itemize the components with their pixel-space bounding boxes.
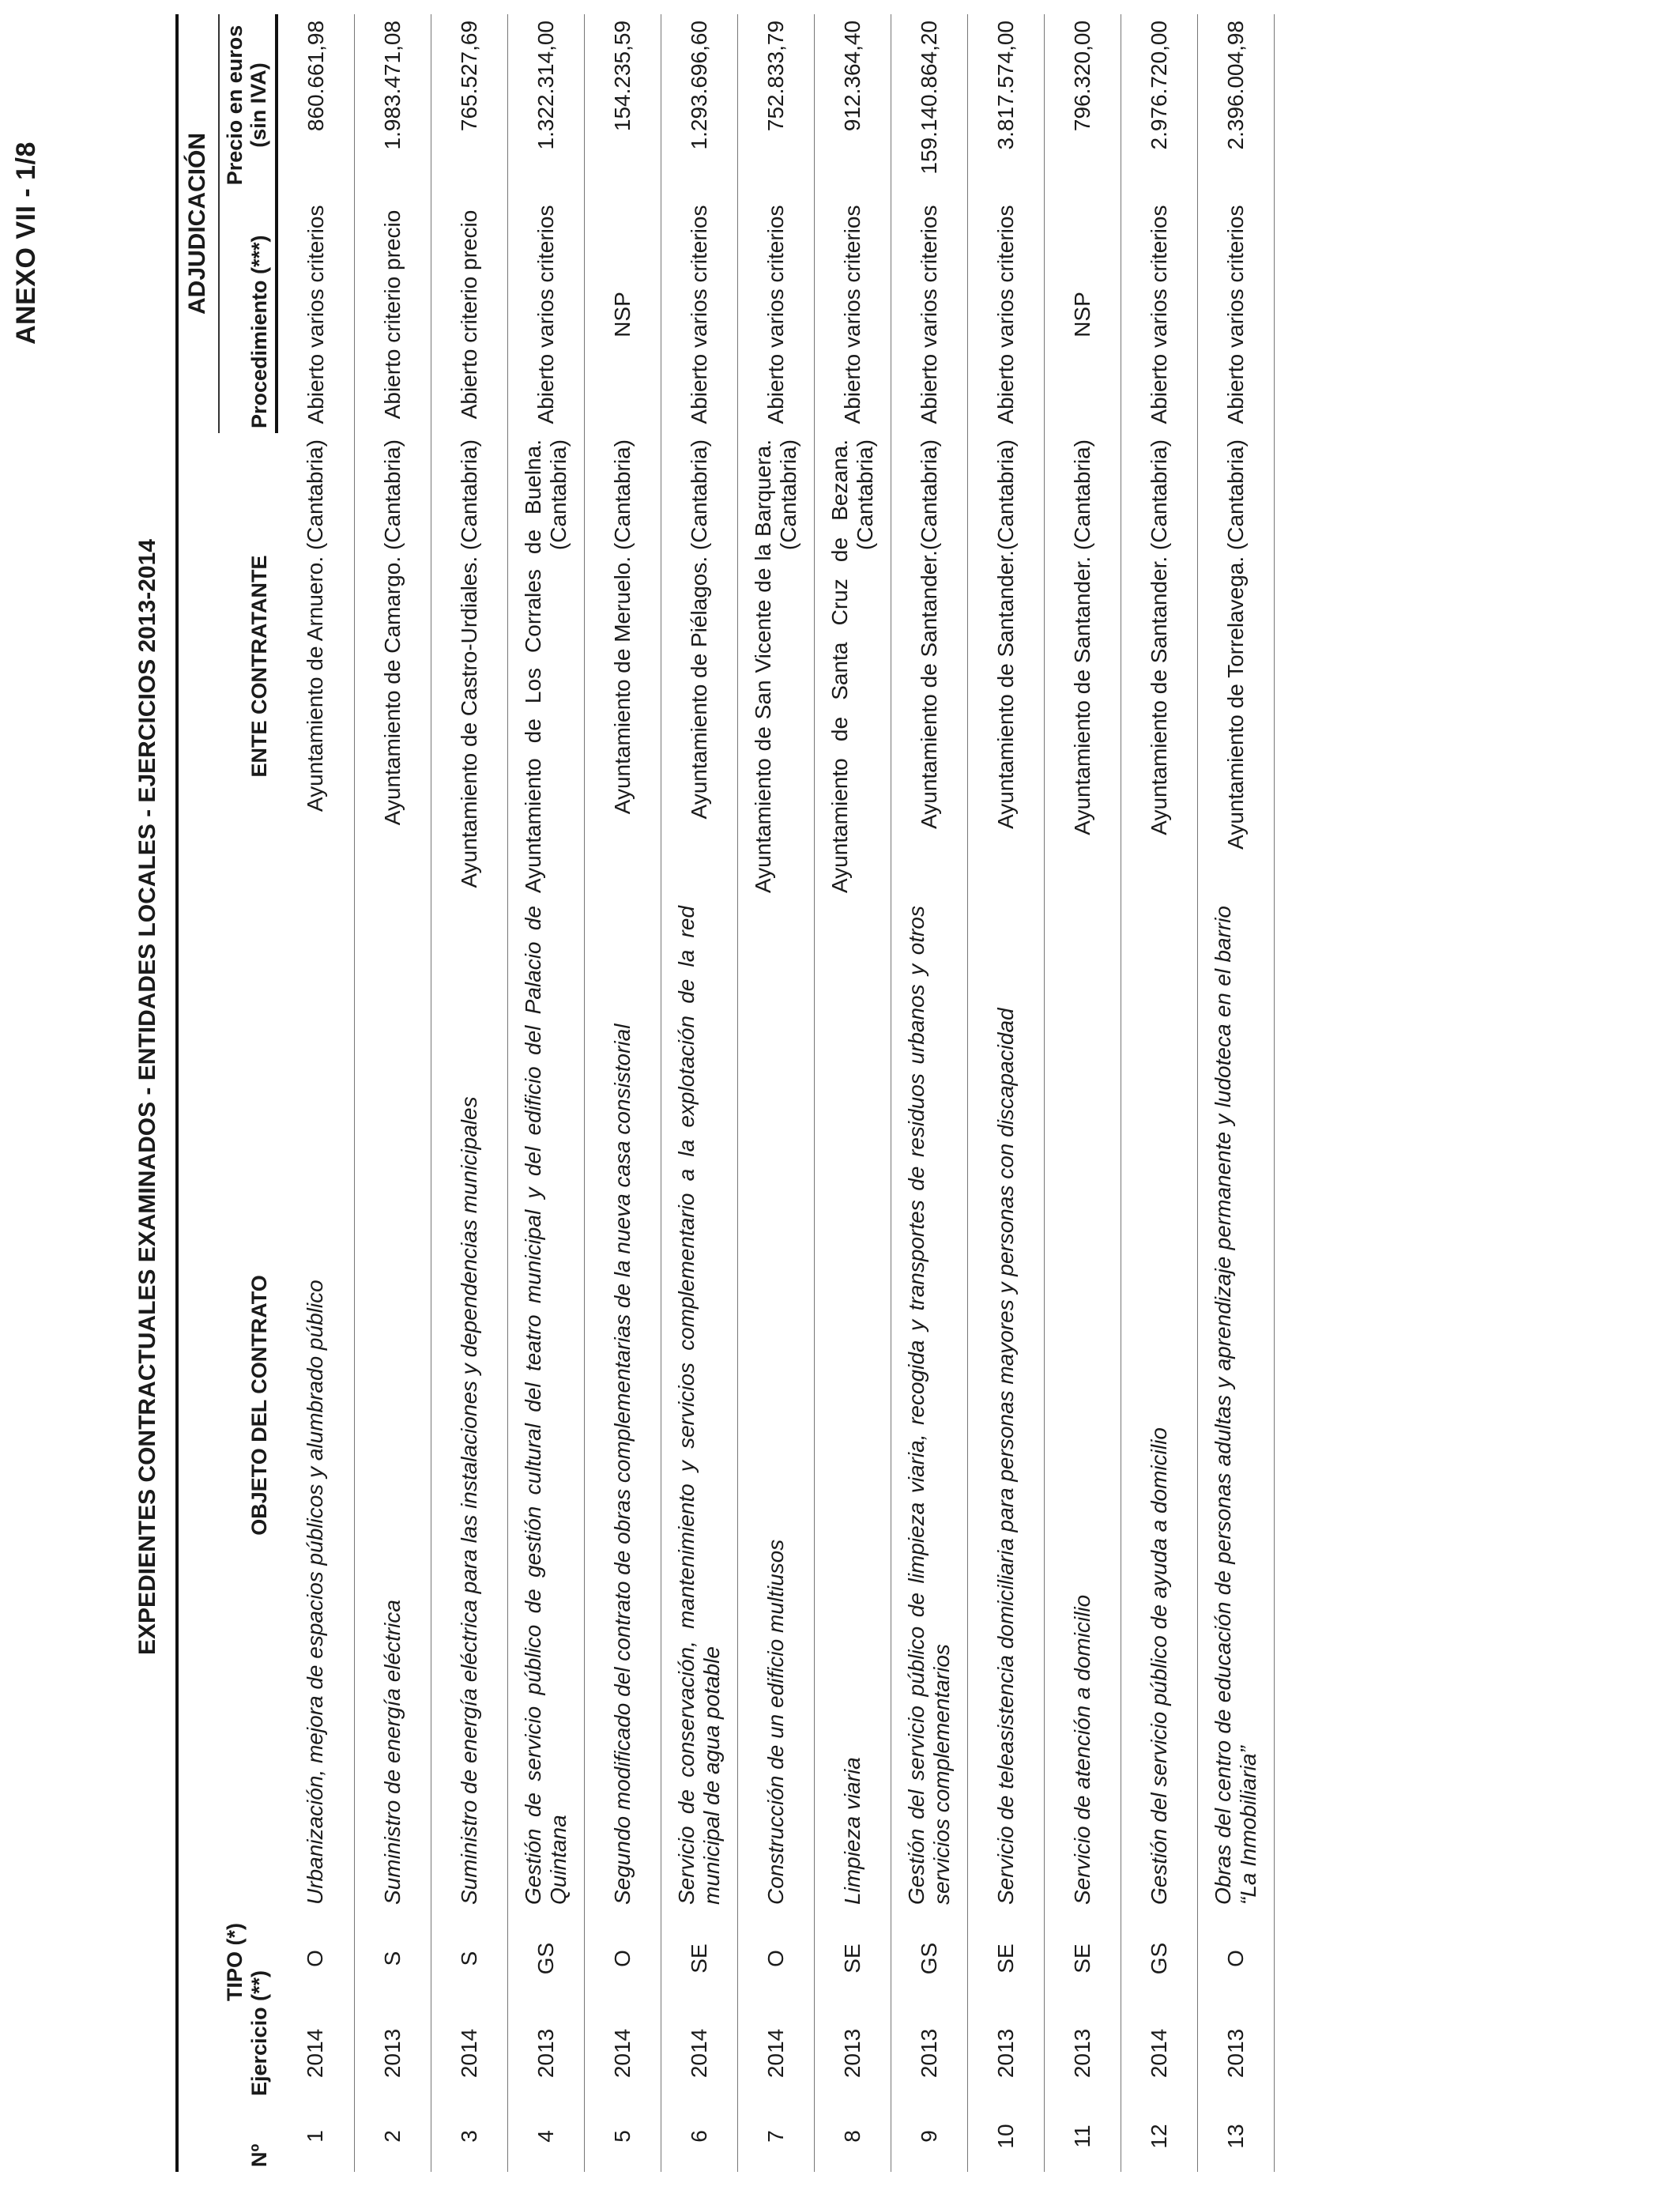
cell-precio: 860.661,98 xyxy=(277,14,355,196)
cell-year: 2014 xyxy=(431,2006,508,2101)
cell-objeto: Servicio de teleasistencia domiciliaria para personas mayores y personas con discapacidad xyxy=(968,899,1045,1911)
cell-precio: 159.140.864,20 xyxy=(891,14,968,196)
header-adjudicacion: ADJUDICACIÓN xyxy=(177,14,219,433)
cell-num: 13 xyxy=(1198,2101,1275,2172)
cell-objeto: Limpieza viaria xyxy=(815,899,891,1911)
cell-year: 2013 xyxy=(968,2006,1045,2101)
cell-precio: 912.364,40 xyxy=(815,14,891,196)
cell-ente: Ayuntamiento de Arnuero. (Cantabria) xyxy=(277,433,355,899)
header-tipo: TIPO (*)(**) xyxy=(177,1911,277,2006)
table-row xyxy=(585,14,661,2172)
cell-year: 2014 xyxy=(738,2006,815,2101)
header-objeto: OBJETO DEL CONTRATO xyxy=(177,899,277,1911)
cell-tipo: SE xyxy=(1045,1911,1121,2006)
cell-ente: Ayuntamiento de Castro-Urdiales. (Cantabria) xyxy=(431,433,508,899)
cell-num: 10 xyxy=(968,2101,1045,2172)
cell-num: 5 xyxy=(585,2101,661,2172)
cell-tipo: SE xyxy=(815,1911,891,2006)
table-row xyxy=(815,14,891,2172)
table-row xyxy=(891,14,968,2172)
cell-num: 8 xyxy=(815,2101,891,2172)
cell-objeto: Gestión del servicio público de limpieza viaria, recogida y transportes de residuos urbanos y otros servicios complementarios xyxy=(891,899,968,1911)
cell-year: 2013 xyxy=(891,2006,968,2101)
cell-procedimiento: Abierto varios criterios xyxy=(738,196,815,433)
cell-objeto: Urbanización, mejora de espacios públicos y alumbrado público xyxy=(277,899,355,1911)
table-row xyxy=(738,14,815,2172)
cell-year: 2013 xyxy=(1198,2006,1275,2101)
table-body xyxy=(277,14,1275,2172)
table-row xyxy=(1121,14,1198,2172)
cell-ente: Ayuntamiento de Camargo. (Cantabria) xyxy=(355,433,431,899)
table-row xyxy=(277,14,355,2172)
cell-tipo: GS xyxy=(508,1911,585,2006)
table-row xyxy=(431,14,508,2172)
cell-objeto: Suministro de energía eléctrica xyxy=(355,899,431,1911)
table-row xyxy=(1198,14,1275,2172)
cell-procedimiento: Abierto varios criterios xyxy=(1121,196,1198,433)
cell-ente: Ayuntamiento de Los Corrales de Buelna. (Cantabria) xyxy=(508,433,585,899)
cell-tipo: O xyxy=(585,1911,661,2006)
cell-objeto: Servicio de conservación, mantenimiento y servicios complementario a la explotación de la red municipal de agua potable xyxy=(661,899,738,1911)
cell-procedimiento: Abierto varios criterios xyxy=(815,196,891,433)
cell-procedimiento: NSP xyxy=(585,196,661,433)
cell-objeto: Construcción de un edificio multiusos xyxy=(738,899,815,1911)
cell-tipo: O xyxy=(277,1911,355,2006)
table-row xyxy=(661,14,738,2172)
table-row xyxy=(968,14,1045,2172)
cell-num: 7 xyxy=(738,2101,815,2172)
cell-tipo: S xyxy=(355,1911,431,2006)
cell-procedimiento: Abierto varios criterios xyxy=(1198,196,1275,433)
cell-procedimiento: Abierto varios criterios xyxy=(968,196,1045,433)
cell-num: 9 xyxy=(891,2101,968,2172)
cell-tipo: GS xyxy=(1121,1911,1198,2006)
cell-precio: 2.396.004,98 xyxy=(1198,14,1275,196)
cell-year: 2014 xyxy=(1121,2006,1198,2101)
cell-year: 2014 xyxy=(661,2006,738,2101)
table-row xyxy=(1045,14,1121,2172)
cell-precio: 154.235,59 xyxy=(585,14,661,196)
cell-precio: 1.322.314,00 xyxy=(508,14,585,196)
cell-year: 2014 xyxy=(585,2006,661,2101)
cell-objeto: Suministro de energía eléctrica para las instalaciones y dependencias municipales xyxy=(431,899,508,1911)
cell-num: 12 xyxy=(1121,2101,1198,2172)
cell-precio: 3.817.574,00 xyxy=(968,14,1045,196)
cell-procedimiento: Abierto varios criterios xyxy=(277,196,355,433)
cell-objeto: Obras del centro de educación de personas adultas y aprendizaje permanente y ludoteca en el barrio “La Inmobiliaria” xyxy=(1198,899,1275,1911)
cell-num: 11 xyxy=(1045,2101,1121,2172)
cell-procedimiento: Abierto varios criterios xyxy=(661,196,738,433)
cell-year: 2013 xyxy=(355,2006,431,2101)
cell-objeto: Servicio de atención a domicilio xyxy=(1045,899,1121,1911)
cell-ente: Ayuntamiento de Torrelavega. (Cantabria) xyxy=(1198,433,1275,899)
cell-num: 2 xyxy=(355,2101,431,2172)
cell-ente: Ayuntamiento de Santander.(Cantabria) xyxy=(968,433,1045,899)
cell-ente: Ayuntamiento de Santa Cruz de Bezana. (Cantabria) xyxy=(815,433,891,899)
cell-num: 4 xyxy=(508,2101,585,2172)
cell-procedimiento: Abierto varios criterios xyxy=(891,196,968,433)
cell-year: 2013 xyxy=(508,2006,585,2101)
cell-tipo: SE xyxy=(968,1911,1045,2006)
cell-precio: 2.976.720,00 xyxy=(1121,14,1198,196)
header-ente: ENTE CONTRATANTE xyxy=(177,433,277,899)
cell-year: 2014 xyxy=(277,2006,355,2101)
cell-procedimiento: Abierto criterio precio xyxy=(355,196,431,433)
cell-precio: 752.833,79 xyxy=(738,14,815,196)
cell-precio: 1.983.471,08 xyxy=(355,14,431,196)
header-precio: Precio en euros (sin IVA) xyxy=(219,14,277,196)
cell-ente: Ayuntamiento de Piélagos. (Cantabria) xyxy=(661,433,738,899)
cell-ente: Ayuntamiento de Santander.(Cantabria) xyxy=(891,433,968,899)
cell-precio: 1.293.696,60 xyxy=(661,14,738,196)
header-num: Nº xyxy=(177,2101,277,2172)
cell-ente: Ayuntamiento de Santander. (Cantabria) xyxy=(1121,433,1198,899)
cell-procedimiento: Abierto varios criterios xyxy=(508,196,585,433)
cell-precio: 796.320,00 xyxy=(1045,14,1121,196)
contracts-table xyxy=(175,14,1275,2172)
cell-objeto: Segundo modificado del contrato de obras complementarias de la nueva casa consistorial xyxy=(585,899,661,1911)
cell-ente: Ayuntamiento de Santander. (Cantabria) xyxy=(1045,433,1121,899)
cell-year: 2013 xyxy=(1045,2006,1121,2101)
cell-tipo: SE xyxy=(661,1911,738,2006)
cell-procedimiento: NSP xyxy=(1045,196,1121,433)
cell-precio: 765.527,69 xyxy=(431,14,508,196)
cell-num: 3 xyxy=(431,2101,508,2172)
table-row xyxy=(355,14,431,2172)
header-procedimiento: Procedimiento (***) xyxy=(219,196,277,433)
cell-num: 1 xyxy=(277,2101,355,2172)
cell-ente: Ayuntamiento de San Vicente de la Barquera. (Cantabria) xyxy=(738,433,815,899)
cell-objeto: Gestión de servicio público de gestión cultural del teatro municipal y del edificio del Palacio de Quintana xyxy=(508,899,585,1911)
cell-ente: Ayuntamiento de Meruelo. (Cantabria) xyxy=(585,433,661,899)
annex-label: ANEXO VII - 1/8 xyxy=(11,141,41,345)
cell-objeto: Gestión del servicio público de ayuda a domicilio xyxy=(1121,899,1198,1911)
cell-tipo: O xyxy=(1198,1911,1275,2006)
header-year: Ejercicio xyxy=(177,2006,277,2101)
cell-tipo: S xyxy=(431,1911,508,2006)
cell-tipo: GS xyxy=(891,1911,968,2006)
page-title: EXPEDIENTES CONTRACTUALES EXAMINADOS - ENTIDADES LOCALES - EJERCICIOS 2013-2014 xyxy=(134,539,160,1655)
cell-procedimiento: Abierto criterio precio xyxy=(431,196,508,433)
table-row xyxy=(508,14,585,2172)
cell-tipo: O xyxy=(738,1911,815,2006)
cell-num: 6 xyxy=(661,2101,738,2172)
cell-year: 2013 xyxy=(815,2006,891,2101)
